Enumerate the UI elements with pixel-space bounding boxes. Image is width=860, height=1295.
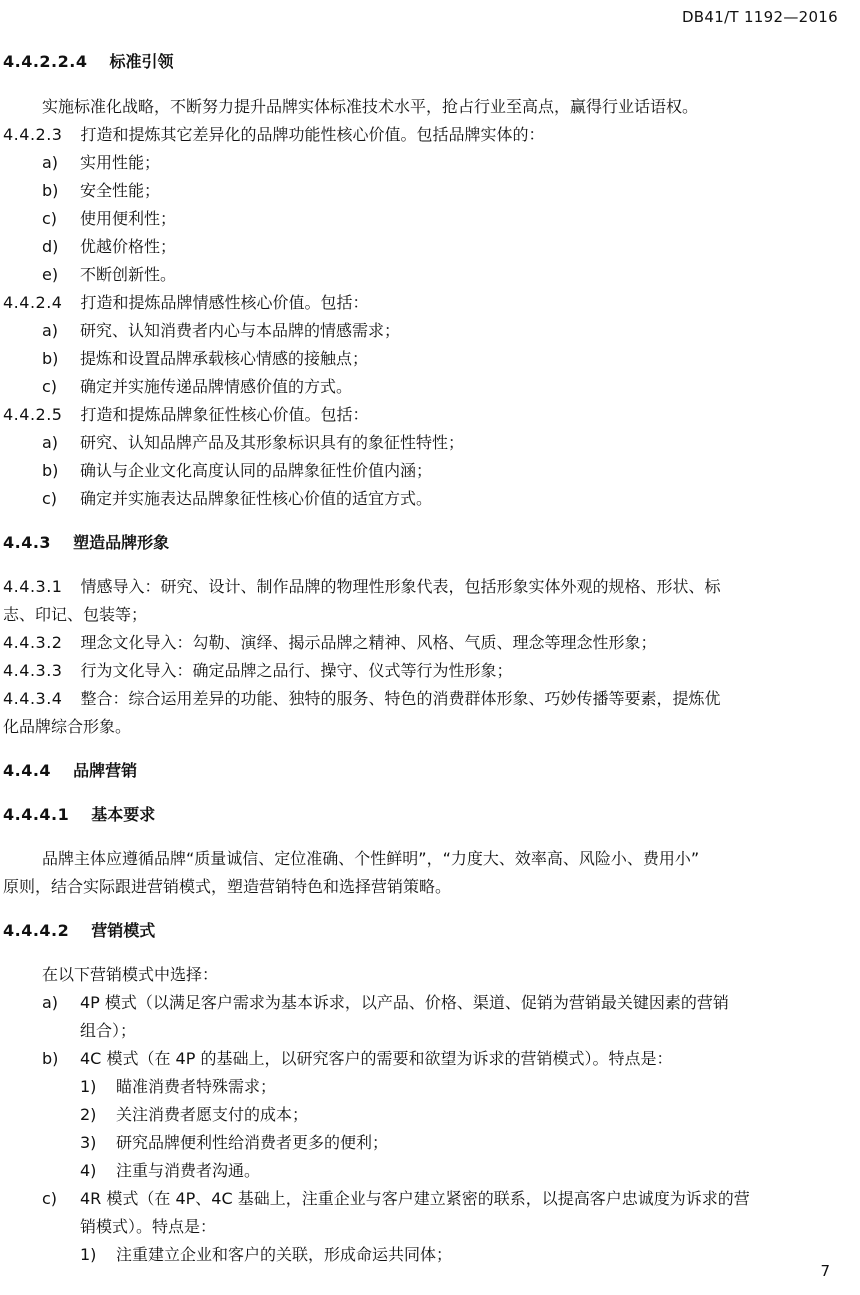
sub-list-item: 4) 注重与消费者沟通。 xyxy=(80,1161,261,1180)
section-title: 基本要求 xyxy=(91,805,156,824)
clause-text: 情感导入：研究、设计、制作品牌的物理性形象代表，包括形象实体外观的规格、形状、标 xyxy=(80,577,721,596)
section-title: 品牌营销 xyxy=(73,761,138,780)
sub-list-item: 2) 关注消费者愿支付的成本； xyxy=(80,1105,309,1124)
section-title: 塑造品牌形象 xyxy=(73,533,170,552)
clause-4-4-3-3 xyxy=(3,661,860,681)
section-number: 4.4.2.2.4 xyxy=(3,52,88,71)
paragraph-continuation: 原则，结合实际跟进营销模式，塑造营销特色和选择营销策略。 xyxy=(3,877,452,896)
paragraph: 在以下营销模式中选择： xyxy=(42,965,219,984)
page-number: 7 xyxy=(820,1262,830,1280)
section-heading-4-4-3 xyxy=(3,533,860,553)
list-item: c) 4R 模式（在 4P、4C 基础上，注重企业与客户建立紧密的联系，以提高客户忠诚度为诉求的营 xyxy=(42,1189,750,1208)
list-item: e) 不断创新性。 xyxy=(42,265,177,284)
list-item: c) 确定并实施表达品牌象征性核心价值的适宜方式。 xyxy=(42,489,433,508)
section-title: 营销模式 xyxy=(91,921,156,940)
clause-4-4-3-4 xyxy=(3,689,860,709)
clause-text: 行为文化导入：确定品牌之品行、操守、仪式等行为性形象； xyxy=(80,661,513,680)
clause-continuation: 化品牌综合形象。 xyxy=(3,717,132,736)
clause-number: 4.4.2.3 xyxy=(3,125,63,144)
paragraph: 实施标准化战略，不断努力提升品牌实体标准技术水平，抢占行业至高点，赢得行业话语权。 xyxy=(42,97,699,116)
list-item: b) 确认与企业文化高度认同的品牌象征性价值内涵； xyxy=(42,461,433,480)
list-item: a) 实用性能； xyxy=(42,153,161,172)
list-item: b) 安全性能； xyxy=(42,181,161,200)
list-item: d) 优越价格性； xyxy=(42,237,177,256)
section-number: 4.4.4.1 xyxy=(3,805,70,824)
clause-continuation: 志、印记、包装等； xyxy=(3,605,148,624)
clause-4-4-2-5 xyxy=(3,405,860,425)
clause-4-4-2-3 xyxy=(3,125,860,145)
section-heading-4-4-2-2-4 xyxy=(3,52,860,72)
list-item: b) 提炼和设置品牌承载核心情感的接触点； xyxy=(42,349,369,368)
list-item: a) 研究、认知品牌产品及其形象标识具有的象征性特性； xyxy=(42,433,465,452)
list-item: a) 4P 模式（以满足客户需求为基本诉求，以产品、价格、渠道、促销为营销最关键因素的营销 xyxy=(42,993,729,1012)
paragraph: 品牌主体应遵循品牌“质量诚信、定位准确、个性鲜明”，“力度大、效率高、风险小、费用小” xyxy=(42,849,700,868)
clause-4-4-3-1 xyxy=(3,577,860,597)
clause-number: 4.4.3.4 xyxy=(3,689,63,708)
clause-number: 4.4.3.3 xyxy=(3,661,63,680)
section-number: 4.4.4.2 xyxy=(3,921,70,940)
list-item: c) 确定并实施传递品牌情感价值的方式。 xyxy=(42,377,353,396)
document-code: DB41/T 1192—2016 xyxy=(681,8,838,26)
list-item-continuation: 组合）； xyxy=(80,1021,137,1040)
clause-number: 4.4.2.4 xyxy=(3,293,63,312)
clause-text: 打造和提炼品牌情感性核心价值。包括： xyxy=(80,293,369,312)
clause-number: 4.4.2.5 xyxy=(3,405,63,424)
section-heading-4-4-4-1 xyxy=(3,805,860,825)
clause-text: 打造和提炼其它差异化的品牌功能性核心价值。包括品牌实体的： xyxy=(80,125,545,144)
sub-list-item: 3) 研究品牌便利性给消费者更多的便利； xyxy=(80,1133,389,1152)
clause-text: 理念文化导入：勾勒、演绎、揭示品牌之精神、风格、气质、理念等理念性形象； xyxy=(80,633,657,652)
section-number: 4.4.3 xyxy=(3,533,52,552)
sub-list-item: 1) 注重建立企业和客户的关联，形成命运共同体； xyxy=(80,1245,453,1264)
clause-number: 4.4.3.1 xyxy=(3,577,63,596)
section-heading-4-4-4-2 xyxy=(3,921,860,941)
list-item: a) 研究、认知消费者内心与本品牌的情感需求； xyxy=(42,321,401,340)
clause-4-4-3-2 xyxy=(3,633,860,653)
section-title: 标准引领 xyxy=(109,52,174,71)
list-item: c) 使用便利性； xyxy=(42,209,177,228)
clause-number: 4.4.3.2 xyxy=(3,633,63,652)
clause-text: 打造和提炼品牌象征性核心价值。包括： xyxy=(80,405,369,424)
clause-text: 整合：综合运用差异的功能、独特的服务、特色的消费群体形象、巧妙传播等要素，提炼优 xyxy=(80,689,721,708)
section-heading-4-4-4 xyxy=(3,761,860,781)
list-item: b) 4C 模式（在 4P 的基础上，以研究客户的需要和欲望为诉求的营销模式）。特点是： xyxy=(42,1049,673,1068)
clause-4-4-2-4 xyxy=(3,293,860,313)
section-number: 4.4.4 xyxy=(3,761,52,780)
sub-list-item: 1) 瞄准消费者特殊需求； xyxy=(80,1077,277,1096)
list-item-continuation: 销模式）。特点是： xyxy=(80,1217,217,1236)
